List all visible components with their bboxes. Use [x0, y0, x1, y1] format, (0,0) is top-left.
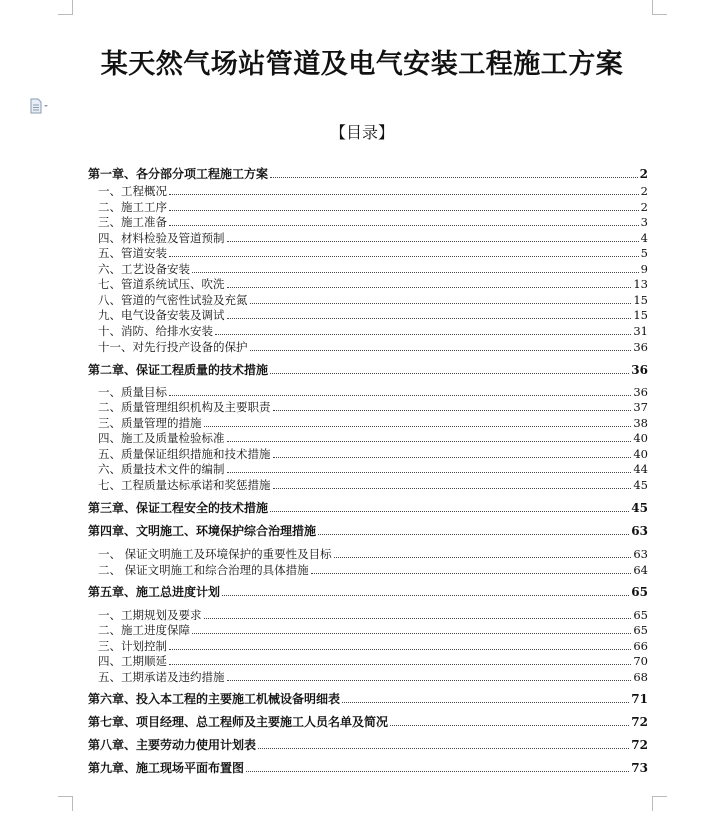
toc-page-number: 31 — [633, 324, 648, 338]
toc-section-entry[interactable] — [88, 215, 648, 229]
toc-page-number: 71 — [631, 692, 648, 706]
toc-page-number: 63 — [633, 547, 648, 561]
toc-page-number: 72 — [631, 715, 648, 729]
toc-dot-leader — [246, 771, 629, 772]
toc-section-entry[interactable] — [88, 416, 648, 430]
toc-entry-label: 一、工期规划及要求 — [98, 608, 202, 622]
toc-dot-leader — [273, 410, 632, 411]
toc-dot-leader — [204, 426, 632, 427]
toc-entry-label: 二、 保证文明施工和综合治理的具体措施 — [98, 563, 309, 577]
toc-dot-leader — [334, 557, 632, 558]
toc-entry-label: 二、质量管理组织机构及主要职责 — [98, 400, 271, 414]
toc-entry-label: 第四章、文明施工、环境保护综合治理措施 — [88, 524, 317, 538]
toc-dot-leader — [227, 241, 639, 242]
toc-section-entry[interactable] — [88, 623, 648, 637]
toc-dot-leader — [222, 595, 629, 596]
toc-section-entry[interactable] — [88, 340, 648, 354]
toc-entry-label: 一、 保证文明施工及环境保护的重要性及目标 — [98, 547, 332, 561]
toc-entry-label: 四、工期顺延 — [98, 654, 167, 668]
document-title: 某天然气场站管道及电气安装工程施工方案 — [100, 49, 624, 80]
toc-dot-leader — [169, 256, 639, 257]
toc-page-number: 66 — [633, 639, 648, 653]
toc-entry-label: 四、施工及质量检验标准 — [98, 431, 225, 445]
toc-page-number: 45 — [631, 501, 648, 515]
toc-section-entry[interactable] — [88, 385, 648, 399]
toc-entry-label: 一、质量目标 — [98, 385, 167, 399]
toc-dot-leader — [169, 225, 639, 226]
toc-entry-label: 二、施工进度保障 — [98, 623, 190, 637]
toc-section-entry[interactable] — [88, 431, 648, 445]
toc-dot-leader — [390, 725, 629, 726]
toc-page-number: 15 — [633, 308, 648, 322]
toc-entry-label: 第一章、各分部分项工程施工方案 — [88, 167, 269, 181]
toc-entry-label: 三、计划控制 — [98, 639, 167, 653]
toc-chapter-entry[interactable] — [88, 363, 648, 377]
page-corner-mark — [652, 796, 667, 811]
toc-dot-leader — [204, 618, 632, 619]
toc-dot-leader — [169, 664, 631, 665]
toc-section-entry[interactable] — [88, 308, 648, 322]
toc-entry-label: 五、质量保证组织措施和技术措施 — [98, 447, 271, 461]
toc-page-number: 13 — [633, 277, 648, 291]
toc-dot-leader — [273, 457, 632, 458]
toc-page-number: 5 — [640, 246, 648, 260]
toc-entry-label: 二、施工工序 — [98, 200, 167, 214]
toc-entry-label: 十、消防、给排水安装 — [98, 324, 213, 338]
toc-page-number: 38 — [633, 416, 648, 430]
toc-page-number: 2 — [640, 184, 648, 198]
toc-dot-leader — [192, 633, 631, 634]
toc-chapter-entry[interactable] — [88, 167, 648, 181]
toc-page-number: 15 — [633, 293, 648, 307]
toc-section-entry[interactable] — [88, 231, 648, 245]
toc-page-number: 37 — [633, 400, 648, 414]
toc-dot-leader — [227, 472, 632, 473]
toc-dot-leader — [342, 702, 629, 703]
toc-entry-label: 七、管道系统试压、吹洗 — [98, 277, 225, 291]
toc-dot-leader — [227, 318, 632, 319]
toc-page-number: 65 — [633, 608, 648, 622]
toc-page-number: 36 — [633, 340, 648, 354]
toc-page-number: 44 — [633, 462, 648, 476]
toc-entry-label: 第五章、施工总进度计划 — [88, 585, 221, 599]
toc-section-entry[interactable] — [88, 654, 648, 668]
toc-entry-label: 第七章、项目经理、总工程师及主要施工人员名单及简况 — [88, 715, 389, 729]
toc-entry-label: 三、施工准备 — [98, 215, 167, 229]
toc-section-entry[interactable] — [88, 400, 648, 414]
toc-dot-leader — [318, 534, 629, 535]
toc-dot-leader — [169, 395, 631, 396]
page-corner-mark — [652, 0, 667, 15]
page-corner-mark — [58, 0, 73, 15]
toc-page-number: 70 — [633, 654, 648, 668]
toc-section-entry[interactable] — [88, 547, 648, 561]
toc-chapter-entry[interactable] — [88, 761, 648, 775]
toc-dot-leader — [169, 194, 639, 195]
toc-entry-label: 八、管道的气密性试验及充氮 — [98, 293, 248, 307]
toc-page-number: 72 — [631, 738, 648, 752]
toc-entry-label: 第九章、施工现场平面布置图 — [88, 761, 245, 775]
toc-dot-leader — [270, 177, 638, 178]
toc-dot-leader — [169, 210, 639, 211]
toc-entry-label: 第二章、保证工程质量的技术措施 — [88, 363, 269, 377]
toc-section-entry[interactable] — [88, 563, 648, 577]
toc-page-number: 45 — [633, 478, 648, 492]
toc-dot-leader — [311, 573, 632, 574]
toc-page-number: 9 — [640, 262, 648, 276]
toc-chapter-entry[interactable] — [88, 501, 648, 515]
toc-section-entry[interactable] — [88, 246, 648, 260]
toc-entry-label: 第六章、投入本工程的主要施工机械设备明细表 — [88, 692, 341, 706]
toc-section-entry[interactable] — [88, 262, 648, 276]
toc-chapter-entry[interactable] — [88, 715, 648, 729]
toc-section-entry[interactable] — [88, 293, 648, 307]
toc-section-entry[interactable] — [88, 639, 648, 653]
page-corner-mark — [58, 796, 73, 811]
toc-chapter-entry[interactable] — [88, 692, 648, 706]
toc-entry-label: 六、工艺设备安装 — [98, 262, 190, 276]
toc-entry-label: 六、质量技术文件的编制 — [98, 462, 225, 476]
toc-page-number: 65 — [633, 623, 648, 637]
toc-dot-leader — [273, 488, 632, 489]
toc-dot-leader — [227, 441, 632, 442]
toc-section-entry[interactable] — [88, 608, 648, 622]
toc-dot-leader — [192, 272, 639, 273]
toc-chapter-entry[interactable] — [88, 524, 648, 538]
toc-section-entry[interactable] — [88, 447, 648, 461]
toc-chapter-entry[interactable] — [88, 585, 648, 599]
toc-page-number: 3 — [640, 215, 648, 229]
toc-heading: 【目录】 — [329, 123, 394, 142]
toc-page-number: 68 — [633, 670, 648, 684]
toc-entry-label: 第八章、主要劳动力使用计划表 — [88, 738, 257, 752]
toc-dot-leader — [169, 649, 631, 650]
toc-page-number: 65 — [631, 585, 648, 599]
toc-page-number: 36 — [633, 385, 648, 399]
toc-dot-leader — [270, 373, 629, 374]
toc-entry-label: 五、工期承诺及违约措施 — [98, 670, 225, 684]
toc-page-number: 40 — [633, 431, 648, 445]
toc-dot-leader — [227, 680, 632, 681]
toc-page-number: 73 — [631, 761, 648, 775]
toc-entry-label: 九、电气设备安装及调试 — [98, 308, 225, 322]
toc-dot-leader — [250, 303, 632, 304]
toc-entry-label: 十一、对先行投产设备的保护 — [98, 340, 248, 354]
toc-dot-leader — [215, 334, 631, 335]
toc-chapter-entry[interactable] — [88, 738, 648, 752]
toc-dot-leader — [258, 748, 629, 749]
toc-section-entry[interactable] — [88, 324, 648, 338]
toc-page-number: 40 — [633, 447, 648, 461]
toc-section-entry[interactable] — [88, 462, 648, 476]
toc-section-entry[interactable] — [88, 277, 648, 291]
toc-section-entry[interactable] — [88, 184, 648, 198]
toc-entry-label: 第三章、保证工程安全的技术措施 — [88, 501, 269, 515]
toc-page-number: 2 — [639, 167, 648, 181]
toc-dot-leader — [250, 350, 632, 351]
toc-page-number: 4 — [640, 231, 648, 245]
toc-entry-label: 五、管道安装 — [98, 246, 167, 260]
toc-section-entry[interactable] — [88, 478, 648, 492]
toc-dot-leader — [270, 511, 629, 512]
toc-entry-label: 三、质量管理的措施 — [98, 416, 202, 430]
toc-page-number: 36 — [631, 363, 648, 377]
toc-entry-label: 四、材料检验及管道预制 — [98, 231, 225, 245]
toc-entry-label: 一、工程概况 — [98, 184, 167, 198]
toc-page-number: 63 — [631, 524, 648, 538]
toc-entry-label: 七、工程质量达标承诺和奖惩措施 — [98, 478, 271, 492]
toc-section-entry[interactable] — [88, 200, 648, 214]
toc-dot-leader — [227, 287, 632, 288]
toc-page-number: 64 — [633, 563, 648, 577]
document-options-icon[interactable] — [28, 98, 50, 114]
toc-section-entry[interactable] — [88, 670, 648, 684]
toc-page-number: 2 — [640, 200, 648, 214]
